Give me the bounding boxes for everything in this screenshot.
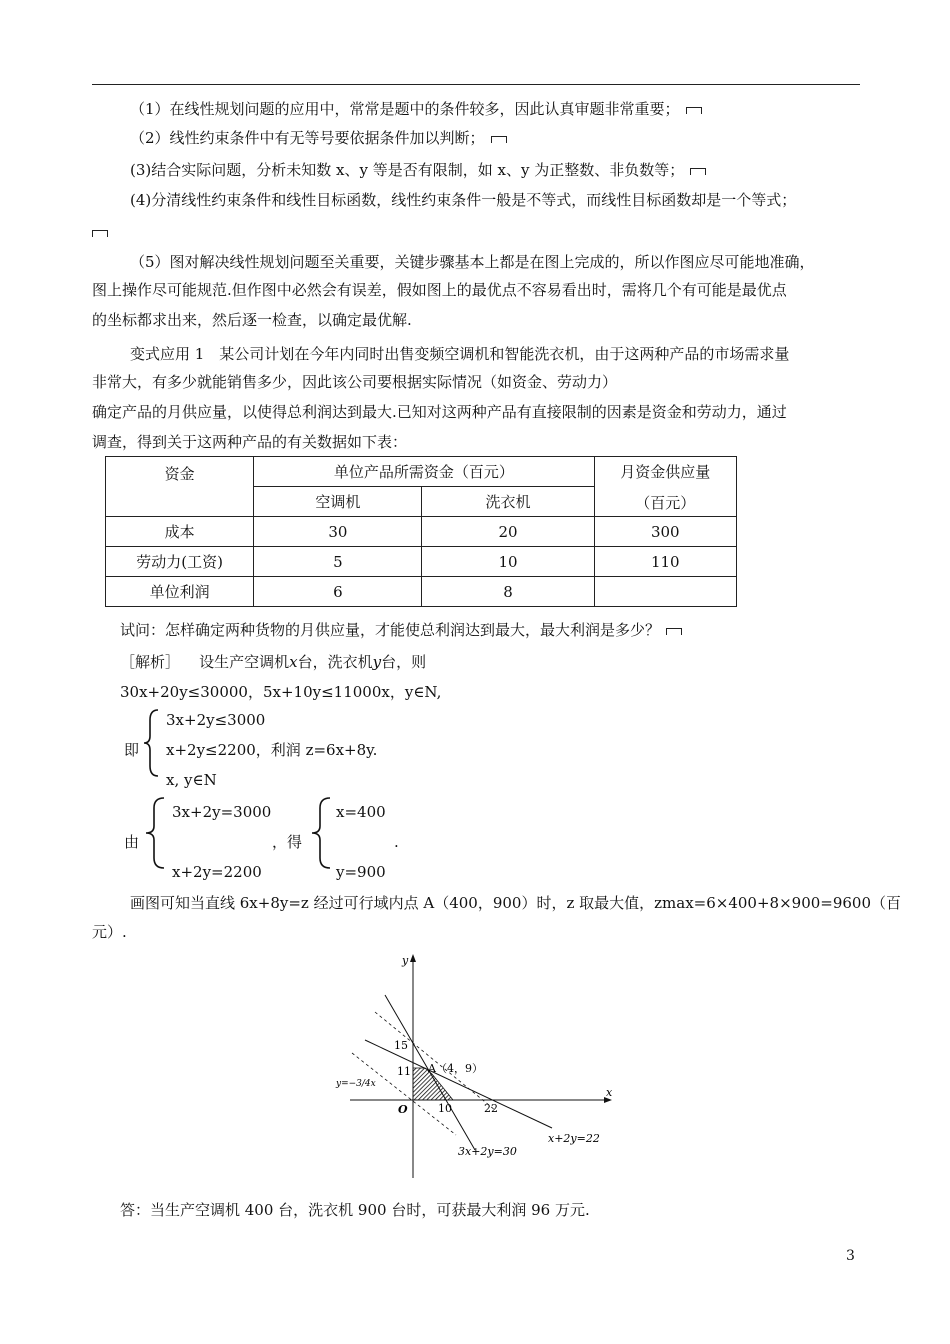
page-number: 3 [846, 1248, 855, 1264]
line-b-label: 3x+2y=30 [458, 1145, 517, 1158]
system-3-line-1: x=400 [336, 803, 386, 821]
blank-mark [666, 628, 682, 635]
constraint-line-a [365, 1040, 552, 1128]
paragraph-4-mark [92, 222, 108, 242]
system-2-line-1: 3x+2y=3000 [172, 803, 272, 821]
system-1-line-1: 3x+2y≤3000 [166, 711, 266, 729]
you-label: 由 [124, 833, 140, 851]
tick-11: 11 [397, 1065, 411, 1078]
variant-line-2: 非常大，有多少就能销售多少，因此该公司要根据实际情况（如资金、劳动力） [92, 373, 618, 391]
tick-22: 22 [484, 1102, 498, 1115]
table-row: 成本 30 20 300 [106, 517, 737, 547]
header-rule [92, 84, 860, 85]
paragraph-5: （5）图对解决线性规划问题至关重要，关键步骤基本上都是在图上完成的，所以作图应尽可能地准确， [130, 253, 815, 271]
left-brace-icon [310, 796, 336, 870]
header-unit-cost: 单位产品所需资金（百元） [254, 457, 594, 487]
table-row: 单位利润 6 8 [106, 577, 737, 607]
blank-mark [686, 107, 702, 114]
header-supply: 月资金供应量 （百元） [594, 457, 736, 517]
tick-15: 15 [394, 1039, 408, 1052]
inequality-line: 30x+20y≤30000，5x+10y≤11000x，y∈N, [120, 683, 442, 701]
system-1-line-3: x, y∈N [166, 771, 217, 789]
line-a-label: x+2y=22 [548, 1132, 600, 1145]
table-row: 劳动力(工资) 5 10 110 [106, 547, 737, 577]
point-a-label: A（4，9） [428, 1062, 483, 1075]
system-3-line-2: y=900 [336, 863, 386, 881]
origin-label: O [398, 1103, 408, 1116]
system-1-line-2: x+2y≤2200，利润 z=6x+8y. [166, 741, 378, 759]
de-label: ，得 [272, 833, 303, 851]
blank-mark [491, 136, 507, 143]
variant-line-3: 确定产品的月供应量，以使得总利润达到最大.已知对这两种产品有直接限制的因素是资金和劳动力，通过 [92, 403, 787, 421]
graph-conclusion-end: 元）. [92, 923, 127, 941]
paragraph-5-end: 的坐标都求出来，然后逐一检查，以确定最优解. [92, 311, 412, 329]
paragraph-4: (4)分清线性约束条件和线性目标函数，线性约束条件一般是不等式，而线性目标函数却是一个等式； [130, 191, 797, 209]
variant-line-4: 调查，得到关于这两种产品的有关数据如下表： [92, 433, 408, 451]
left-brace-icon [142, 708, 164, 778]
data-table [105, 456, 737, 607]
paragraph-2: （2）线性约束条件中有无等号要依据条件加以判断； [130, 128, 507, 148]
paragraph-1: （1）在线性规划问题的应用中，常常是题中的条件较多，因此认真审题非常重要； [130, 99, 702, 119]
header-fund: 资金 [106, 457, 254, 517]
blank-mark [690, 168, 706, 175]
header-wm: 洗衣机 [422, 487, 594, 517]
ji-label: 即 [124, 741, 140, 759]
left-brace-icon [144, 796, 170, 870]
blank-mark [92, 230, 108, 237]
paragraph-3: (3)结合实际问题，分析未知数 x、y 等是否有限制，如 x、y 为正整数、非负数等； [130, 160, 706, 180]
tick-10: 10 [438, 1102, 452, 1115]
axis-y-label: y [402, 954, 409, 967]
variant-title: 变式应用 1 某公司计划在今年内同时出售变频空调机和智能洗衣机，由于这两种产品的市场需求量 [130, 345, 790, 363]
axis-x-label: x [606, 1086, 613, 1099]
solution-intro: ［解析］ 设生产空调机x台，洗衣机y台，则 [120, 653, 427, 671]
question: 试问：怎样确定两种货物的月供应量，才能使总利润达到最大，最大利润是多少？ [120, 620, 682, 640]
system-period: . [394, 833, 399, 851]
graph-conclusion: 画图可知当直线 6x+8y=z 经过可行域内点 A（400，900）时，z 取最大值，zmax=6×400+8×900=9600（百 [130, 894, 902, 912]
answer: 答：当生产空调机 400 台，洗衣机 900 台时，可获最大利润 96 万元. [120, 1201, 590, 1219]
objective-label: y=−3/4x [336, 1079, 376, 1089]
feasible-region-graph [330, 950, 630, 1185]
paragraph-5-cont: 图上操作尽可能规范.但作图中必然会有误差，假如图上的最优点不容易看出时，需将几个有可能是最优点 [92, 281, 787, 299]
system-2-line-2: x+2y=2200 [172, 863, 262, 881]
header-ac: 空调机 [254, 487, 422, 517]
